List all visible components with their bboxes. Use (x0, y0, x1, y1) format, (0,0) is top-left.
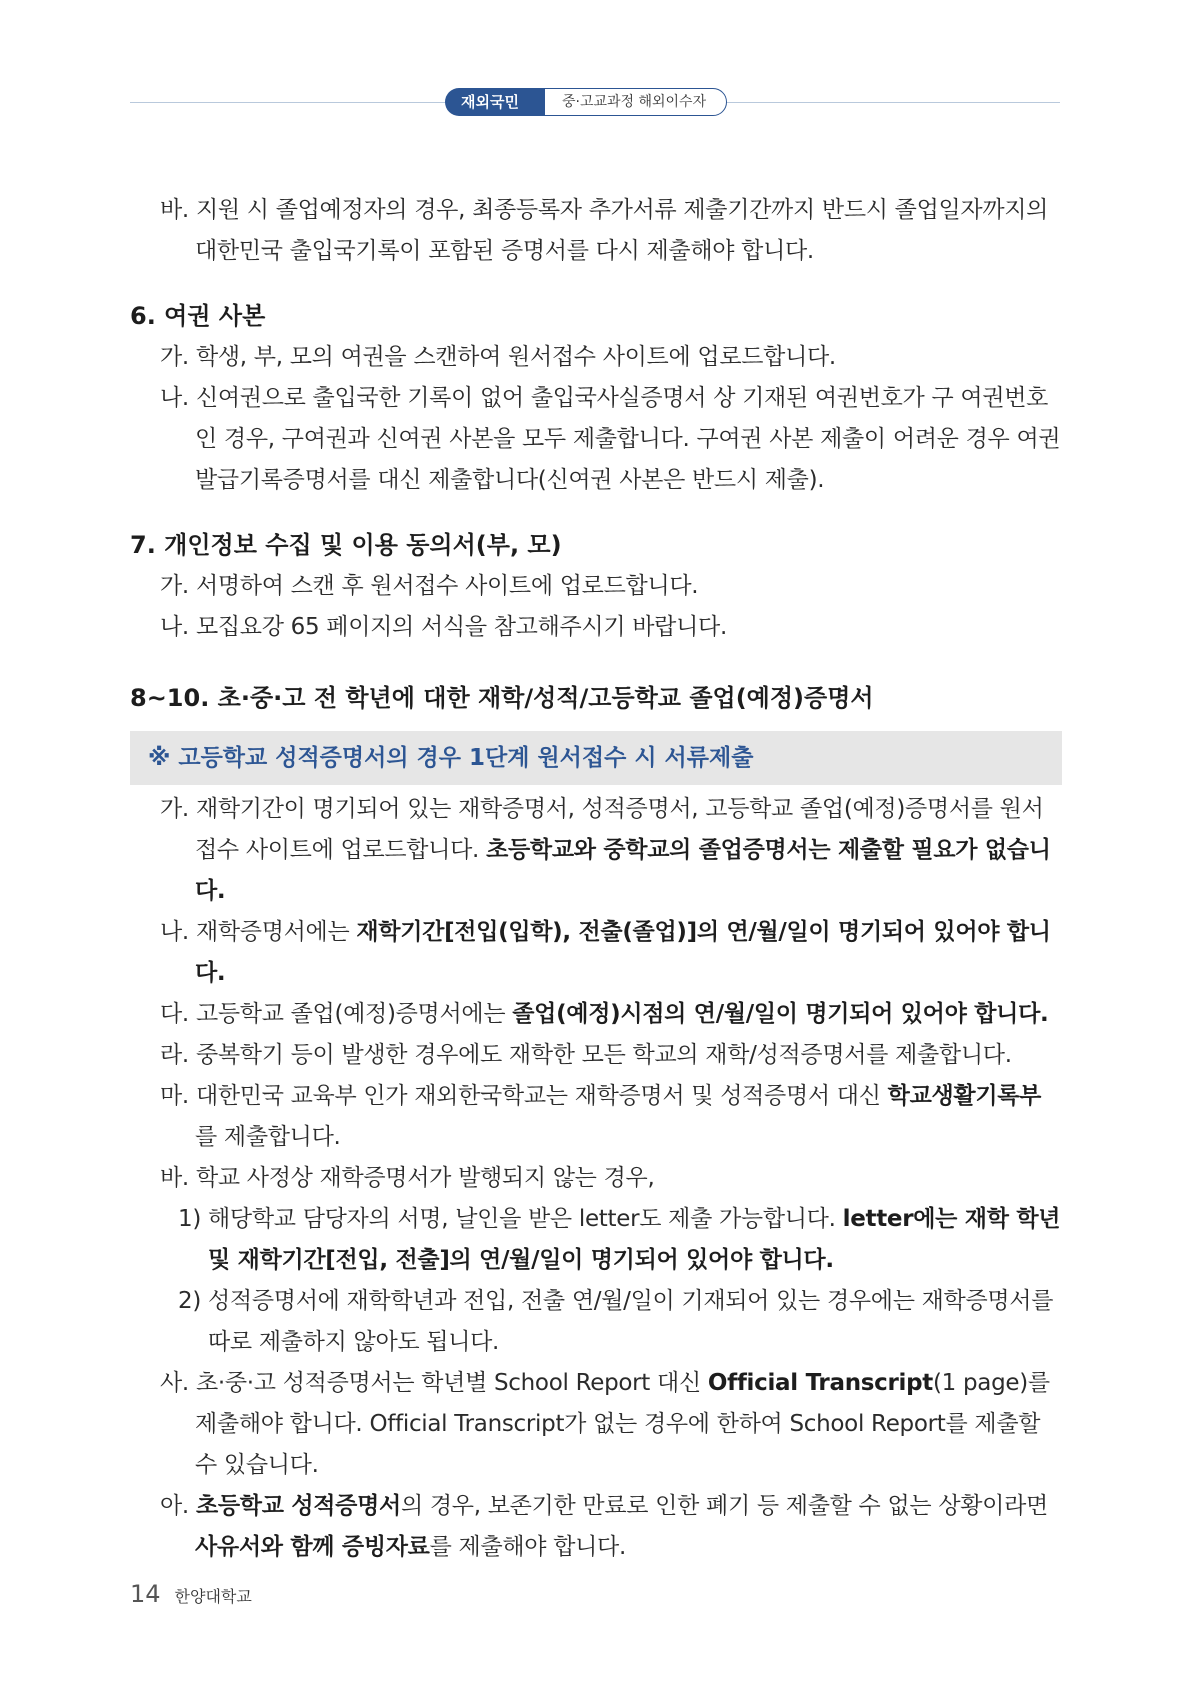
section-7-heading: 7. 개인정보 수집 및 이용 동의서(부, 모) (130, 531, 562, 559)
item-text: 마. 대한민국 교육부 인가 재외한국학교는 재학증명서 및 성적증명서 대신 (160, 1083, 888, 1109)
header-category: 재외국민 (445, 88, 545, 116)
list-item (130, 378, 1062, 501)
list-item (130, 1486, 1062, 1568)
emphasized-text: 졸업(예정)시점의 연/월/일이 명기되어 있어야 합니다. (512, 1001, 1049, 1027)
emphasized-text: 초등학교 성적증명서 (195, 1493, 401, 1519)
list-item (130, 1076, 1062, 1158)
notice-box: ※ 고등학교 성적증명서의 경우 1단계 원서접수 시 서류제출 (130, 731, 1062, 785)
sub-list-item (130, 1199, 1062, 1281)
list-item (130, 994, 1062, 1035)
page-number: 14 (130, 1580, 161, 1608)
sub-list-item (130, 1281, 1062, 1363)
item-text: (1 page)를 제출해야 합니다. Official Transcript가 없는 경우에 한하여 School Report를 제출할 수 있습니다. (195, 1370, 1050, 1478)
list-item (130, 190, 1062, 272)
item-text: 나. 재학증명서에는 (160, 919, 357, 945)
section-8-sublist (130, 1199, 1062, 1363)
item-text: 다. 고등학교 졸업(예정)증명서에는 (160, 1001, 513, 1027)
list-item (130, 607, 1062, 648)
item-text: 가. 서명하여 스캔 후 원서접수 사이트에 업로드합니다. (160, 573, 699, 599)
item-text: 2) 성적증명서에 재학학년과 전입, 전출 연/월/일이 기재되어 있는 경우에는 재학증명서를 따로 제출하지 않아도 됩니다. (178, 1288, 1054, 1355)
section-7-list (130, 566, 1062, 648)
section-6-heading: 6. 여권 사본 (130, 302, 266, 330)
emphasized-text: letter에는 재학 학년 및 재학기간[전입, 전출]의 연/월/일이 명기되어 있어야 합니다. (208, 1206, 1061, 1273)
item-text: 아. (160, 1493, 196, 1519)
list-item (130, 566, 1062, 607)
list-item (130, 1158, 1062, 1199)
emphasized-text: Official Transcript (707, 1370, 933, 1396)
university-name: 한양대학교 (174, 1587, 252, 1606)
item-text: 가. 재학기간이 명기되어 있는 재학증명서, 성적증명서, 고등학교 졸업(예정)증명서를 원서접수 사이트에 업로드합니다. (160, 796, 1044, 863)
item-text: 를 제출합니다. (195, 1124, 341, 1150)
header-subtitle: 중·고교과정 해외이수자 (531, 88, 727, 116)
item-text: 를 제출해야 합니다. (429, 1534, 626, 1560)
list-item (130, 1035, 1062, 1076)
emphasized-text: 재학기간[전입(입학), 전출(졸업)]의 연/월/일이 명기되어 있어야 합니다. (195, 919, 1051, 986)
section-8-heading: 8~10. 초·중·고 전 학년에 대한 재학/성적/고등학교 졸업(예정)증명서 (130, 684, 874, 712)
item-text: 사. 초·중·고 성적증명서는 학년별 School Report 대신 (160, 1370, 708, 1396)
list-item (130, 789, 1062, 912)
page-footer (130, 1580, 252, 1608)
list-item (130, 1363, 1062, 1486)
list-item (130, 912, 1062, 994)
header-badge (445, 88, 727, 116)
emphasized-text: 초등학교와 중학교의 졸업증명서는 제출할 필요가 없습니다. (195, 837, 1051, 904)
item-text: 나. 모집요강 65 페이지의 서식을 참고해주시기 바랍니다. (160, 614, 727, 640)
item-text: 바. 학교 사정상 재학증명서가 발행되지 않는 경우, (160, 1165, 655, 1191)
item-text: 의 경우, 보존기한 만료로 인한 폐기 등 제출할 수 없는 상황이라면 (400, 1493, 1048, 1519)
intro-list (130, 190, 1062, 272)
emphasized-text: 학교생활기록부 (887, 1083, 1042, 1109)
section-6-list (130, 337, 1062, 501)
item-text: 1) 해당학교 담당자의 서명, 날인을 받은 letter도 제출 가능합니다. (178, 1206, 843, 1232)
list-item (130, 337, 1062, 378)
section-8-list (130, 789, 1062, 1199)
document-body (130, 190, 1062, 1568)
item-text: 나. 신여권으로 출입국한 기록이 없어 출입국사실증명서 상 기재된 여권번호가 구 여권번호인 경우, 구여권과 신여권 사본을 모두 제출합니다. 구여권 사본 제출이 어려운 경우 여권발급기록증명서를 대신 제출합니다(신여권 사본은 반드시 제출). (160, 385, 1061, 493)
item-text: 가. 학생, 부, 모의 여권을 스캔하여 원서접수 사이트에 업로드합니다. (160, 344, 836, 370)
emphasized-text: 사유서와 함께 증빙자료 (195, 1534, 430, 1560)
section-8-list-continued (130, 1363, 1062, 1568)
item-text: 바. 지원 시 졸업예정자의 경우, 최종등록자 추가서류 제출기간까지 반드시 졸업일자까지의 대한민국 출입국기록이 포함된 증명서를 다시 제출해야 합니다. (160, 197, 1049, 264)
item-text: 라. 중복학기 등이 발생한 경우에도 재학한 모든 학교의 재학/성적증명서를 제출합니다. (160, 1042, 1012, 1068)
